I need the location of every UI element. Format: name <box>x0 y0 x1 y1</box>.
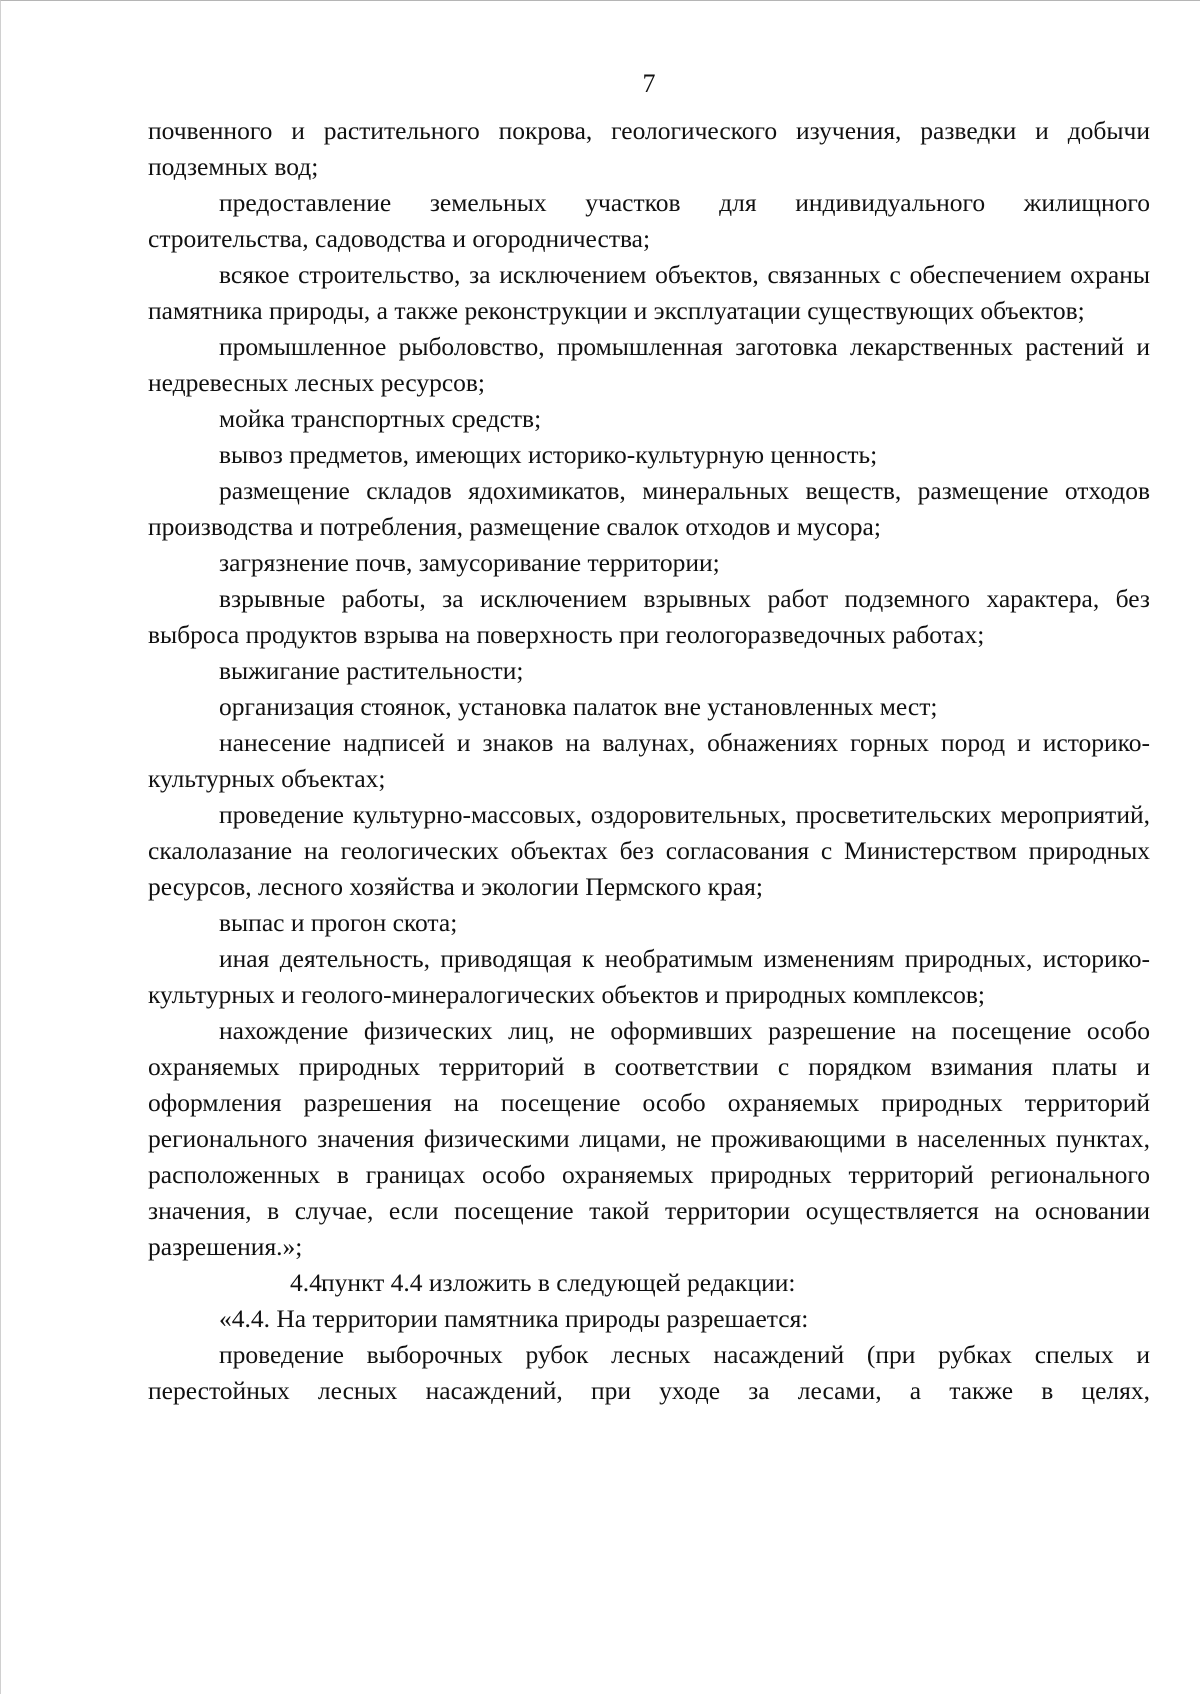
document-body <box>148 113 1150 1409</box>
paragraph-selective-logging: проведение выборочных рубок лесных насаждений (при рубках спелых и перестойных лесных насаждений, при уходе за лесами, а также в целях, <box>148 1340 1150 1405</box>
paragraph-fishing: промышленное рыболовство, промышленная заготовка лекарственных растений и недревесных лесных ресурсов; <box>148 332 1150 397</box>
item-4-4-text: пункт 4.4 изложить в следующей редакции: <box>321 1268 796 1297</box>
page-number: 7 <box>642 69 656 98</box>
paragraph-soil-pollution: загрязнение почв, замусоривание территории; <box>219 548 720 577</box>
paragraph-inscriptions: нанесение надписей и знаков на валунах, обнажениях горных пород и историко-культурных объектах; <box>148 728 1150 793</box>
quote-start: «4.4. На территории памятника природы разрешается: <box>219 1304 809 1333</box>
item-4-4 <box>148 1265 1150 1301</box>
paragraph-land-plots: предоставление земельных участков для индивидуального жилищного строительства, садоводства и огородничества; <box>148 188 1150 253</box>
paragraph-waste-storage: размещение складов ядохимикатов, минеральных веществ, размещение отходов производства и потребления, размещение свалок отходов и мусора; <box>148 476 1150 541</box>
paragraph-burning: выжигание растительности; <box>219 656 524 685</box>
paragraph-blasting: взрывные работы, за исключением взрывных работ подземного характера, без выброса продуктов взрыва на поверхность при геологоразведочных работах; <box>148 584 1150 649</box>
paragraph-grazing: выпас и прогон скота; <box>219 908 458 937</box>
paragraph-vehicle-washing: мойка транспортных средств; <box>219 404 542 433</box>
paragraph-visitors: нахождение физических лиц, не оформивших разрешение на посещение особо охраняемых природных территорий в соответствии с порядком взимания платы и оформления разрешения на посещение особо охраняемых природных территорий регионального значения физическими лицами, не проживающими в населенных пунктах, расположенных в границах особо охраняемых природных территорий регионального значения, в случае, если посещение такой территории осуществляется на основании разрешения.»; <box>148 1016 1150 1261</box>
paragraph-events: проведение культурно-массовых, оздоровительных, просветительских мероприятий, скалолазание на геологических объектах без согласования с Министерством природных ресурсов, лесного хозяйства и экологии Пермского края; <box>148 800 1150 901</box>
paragraph-continuation: почвенного и растительного покрова, геологического изучения, разведки и добычи подземных вод; <box>148 116 1150 181</box>
paragraph-construction: всякое строительство, за исключением объектов, связанных с обеспечением охраны памятника природы, а также реконструкции и эксплуатации существующих объектов; <box>148 260 1150 325</box>
paragraph-camping: организация стоянок, установка палаток вне установленных мест; <box>219 692 938 721</box>
item-4-4-number: 4.4. <box>290 1268 329 1297</box>
paragraph-removal-of-items: вывоз предметов, имеющих историко-культурную ценность; <box>219 440 878 469</box>
paragraph-other-activity: иная деятельность, приводящая к необратимым изменениям природных, историко-культурных и геолого-минералогических объектов и природных комплексов; <box>148 944 1150 1009</box>
